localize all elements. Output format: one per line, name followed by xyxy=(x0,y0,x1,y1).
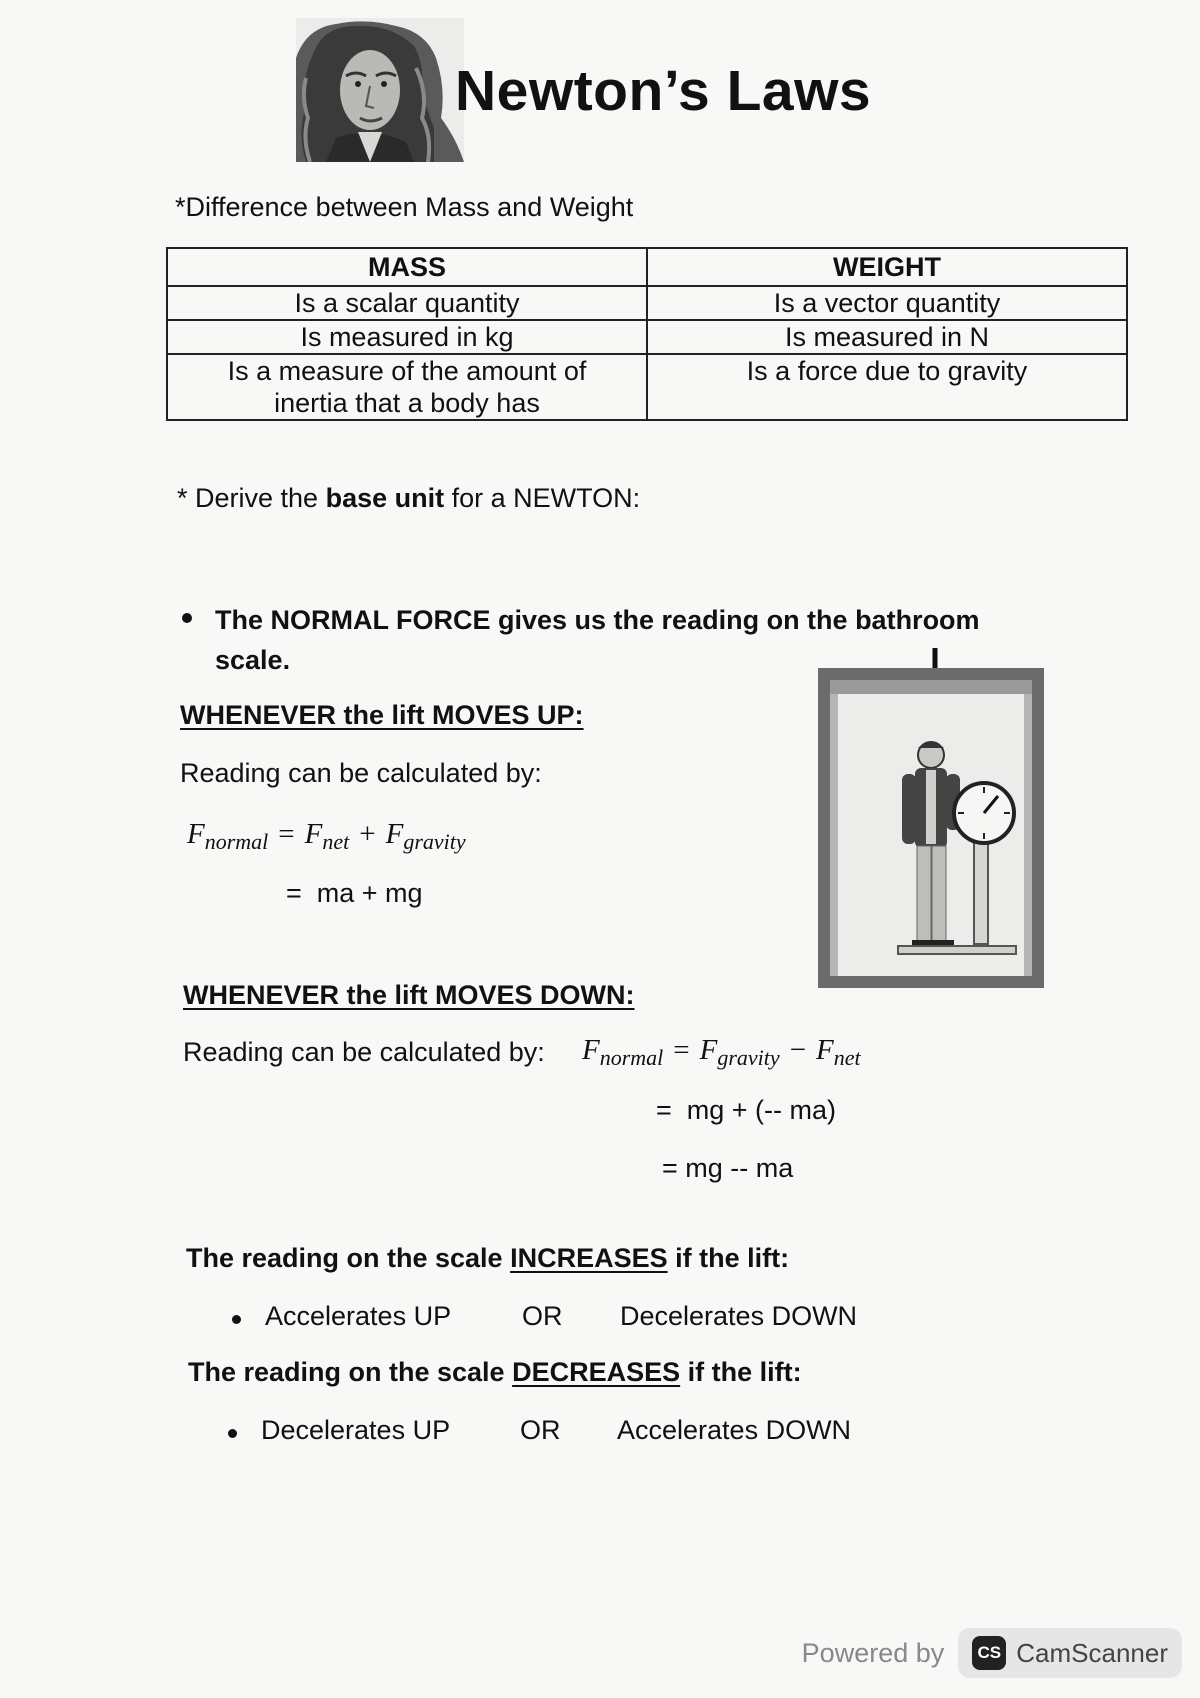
decreases-suffix: if the lift: xyxy=(680,1357,802,1387)
eq-operator: + xyxy=(359,818,376,850)
table-cell: Is a vector quantity xyxy=(647,286,1127,320)
camscanner-brand: CamScanner xyxy=(1016,1637,1168,1668)
eq-operator: = xyxy=(278,818,295,850)
eq-term: F xyxy=(385,818,404,850)
moves-down-step2: = mg -- ma xyxy=(662,1153,794,1183)
moves-down-intro: Reading can be calculated by: xyxy=(183,1037,545,1067)
page-title: Newton’s Laws xyxy=(455,59,872,123)
eq-term: F xyxy=(816,1034,834,1066)
increases-prefix: The reading on the scale xyxy=(186,1243,511,1273)
lift-illustration xyxy=(818,648,1044,988)
table-cell: Is a measure of the amount of inertia that a body has xyxy=(167,354,647,420)
eq-subscript: gravity xyxy=(717,1045,780,1070)
moves-down-heading: WHENEVER the lift MOVES DOWN: xyxy=(183,980,635,1010)
decreases-option-2: Accelerates DOWN xyxy=(617,1415,852,1445)
derive-base-unit-prompt xyxy=(177,483,640,514)
moves-down-step1: = mg + (-- ma) xyxy=(656,1095,837,1125)
table-cell: Is measured in N xyxy=(647,320,1127,354)
mass-weight-table xyxy=(166,247,1128,421)
table-cell: Is measured in kg xyxy=(167,320,647,354)
increases-statement xyxy=(186,1243,789,1274)
decreases-or: OR xyxy=(520,1415,561,1445)
moves-up-intro: Reading can be calculated by: xyxy=(180,758,542,788)
eq-term: F xyxy=(187,818,205,850)
eq-subscript: gravity xyxy=(403,829,466,854)
powered-by-label: Powered by xyxy=(801,1637,945,1668)
eq-operator: − xyxy=(789,1034,807,1066)
increases-suffix: if the lift: xyxy=(667,1243,790,1273)
moves-down-equation xyxy=(582,1034,861,1071)
eq-subscript: net xyxy=(833,1045,861,1070)
decreases-prefix: The reading on the scale xyxy=(188,1357,513,1387)
table-row xyxy=(167,286,1127,320)
moves-up-equation xyxy=(187,818,466,855)
table-row xyxy=(167,354,1127,420)
eq-subscript: normal xyxy=(204,829,269,854)
table-cell: Is a scalar quantity xyxy=(167,286,647,320)
eq-term: F xyxy=(304,818,323,850)
eq-term: F xyxy=(582,1034,600,1066)
camscanner-badge xyxy=(958,1628,1182,1678)
table-header-mass: MASS xyxy=(167,248,647,286)
camscanner-logo-icon: CS xyxy=(972,1636,1006,1670)
moves-up-heading: WHENEVER the lift MOVES UP: xyxy=(180,700,584,730)
increases-option-1: Accelerates UP xyxy=(265,1301,452,1331)
table-cell: Is a force due to gravity xyxy=(647,354,1127,420)
bullet-icon xyxy=(182,609,192,627)
increases-keyword: INCREASES xyxy=(510,1243,668,1273)
mass-weight-heading: *Difference between Mass and Weight xyxy=(175,192,634,222)
moves-up-result: = ma + mg xyxy=(286,878,423,908)
normal-force-statement: The NORMAL FORCE gives us the reading on the bathroom scale. xyxy=(215,605,980,675)
table-row xyxy=(167,320,1127,354)
eq-subscript: normal xyxy=(599,1045,664,1070)
decreases-statement xyxy=(188,1357,802,1388)
decreases-option-1: Decelerates UP xyxy=(261,1415,451,1445)
camscanner-watermark xyxy=(802,1628,1182,1678)
eq-term: F xyxy=(699,1034,718,1066)
table-header-row xyxy=(167,248,1127,286)
table-header-weight: WEIGHT xyxy=(647,248,1127,286)
bullet-icon xyxy=(228,1425,237,1443)
bullet-icon xyxy=(232,1311,241,1329)
derive-prefix: * Derive the xyxy=(177,483,326,513)
derive-bold: base unit xyxy=(325,483,445,513)
eq-operator: = xyxy=(673,1034,690,1066)
newton-portrait-image xyxy=(296,18,464,162)
eq-subscript: net xyxy=(322,829,350,854)
derive-suffix: for a NEWTON: xyxy=(444,483,641,513)
increases-option-2: Decelerates DOWN xyxy=(620,1301,858,1331)
increases-or: OR xyxy=(522,1301,563,1331)
decreases-keyword: DECREASES xyxy=(512,1357,681,1387)
